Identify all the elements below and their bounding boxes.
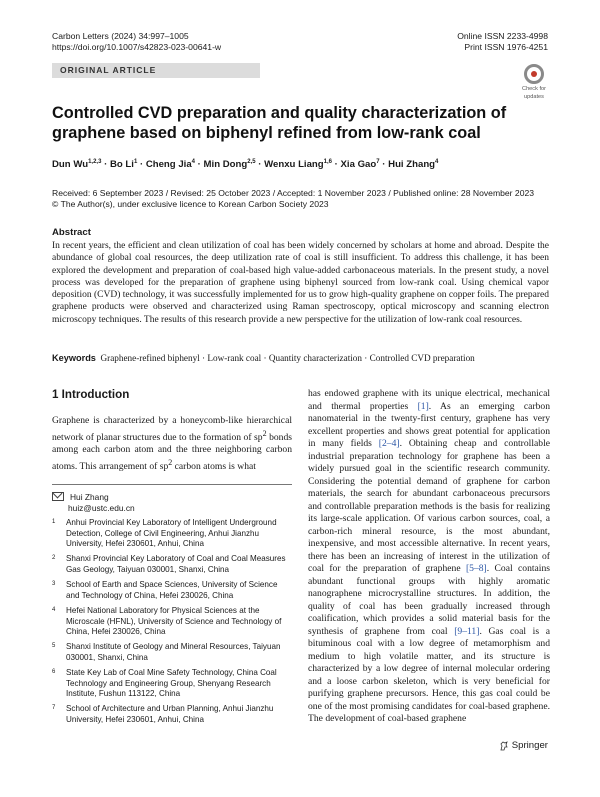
author[interactable]: Cheng Jia$^4$: [145, 159, 196, 171]
corresponding-author: [52, 491, 135, 514]
affiliation-number: 6: [52, 669, 56, 676]
affiliation-number: 1: [52, 519, 56, 525]
author[interactable]: Dun Wu$^{1,2,3}$: [52, 159, 102, 171]
crossmark-label-1: Check for: [522, 86, 546, 92]
citation-link[interactable]: [1]: [417, 400, 429, 412]
issn-block: [457, 31, 548, 53]
intro-text: has endowed graphene with its unique electrical, mechanical and thermal properties: [308, 388, 550, 412]
affiliation-number: 5: [52, 643, 56, 650]
author[interactable]: Bo Li$^1$: [109, 159, 138, 171]
springer-horse-icon: [499, 741, 509, 751]
crossmark-label-2: updates: [524, 94, 544, 100]
keywords-list: Graphene-refined biphenyl · Low-rank coal · Quantity characterization · Controlled CVD preparation: [100, 353, 475, 363]
affiliation-text: School of Earth and Space Sciences, University of Science and Technology of China, Hefei 230026, China: [66, 580, 278, 600]
author[interactable]: Hui Zhang$^4$: [388, 159, 439, 171]
paper-title: Controlled CVD preparation and quality characterization of graphene based on biphenyl refined from low-rank coal: [52, 104, 507, 142]
superscript: 2: [262, 428, 267, 438]
affiliation-list: [52, 518, 292, 730]
author[interactable]: Wenxu Liang$^{1,6}$: [264, 159, 332, 171]
affiliation-number: 4: [52, 606, 56, 613]
keywords: [52, 352, 549, 364]
affiliation: [52, 554, 292, 575]
affiliation-text: Shanxi Provincial Key Laboratory of Coal and Coal Measures Gas Geology, Taiyuan 030001, Shanxi, China: [66, 554, 286, 574]
intro-text: . Coal contains abundant functional groups with highly aromatic nanographene microcrystalline structures. In addition, the quality of coal has been gradually increased through coalification, which provides a solid material basis for the synthesis of graphene from coal: [308, 563, 550, 637]
affiliation-number: 3: [52, 581, 56, 588]
keywords-label: Keywords: [52, 353, 96, 363]
intro-text: Graphene is characterized by a honeycomb-like hierarchical network of planar structures due to the formation of sp: [52, 415, 292, 443]
affiliation: [52, 606, 292, 638]
corresponding-author-name: Hui Zhang: [70, 492, 109, 502]
intro-text: carbon atoms is what: [172, 460, 256, 472]
crossmark-badge[interactable]: [518, 64, 550, 100]
affiliation-text: School of Architecture and Urban Planning, Anhui Jianzhu University, Hefei 230601, Anhui, China: [66, 704, 274, 725]
crossmark-icon: [524, 64, 544, 84]
affiliation: [52, 642, 292, 663]
journal-volume: Carbon Letters (2024) 34:997–1005: [52, 31, 189, 41]
article-type-banner: ORIGINAL ARTICLE: [52, 63, 260, 78]
affiliation: [52, 704, 292, 725]
journal-citation: [52, 31, 221, 53]
copyright-line: © The Author(s), under exclusive licence to Korean Carbon Society 2023: [52, 199, 329, 209]
affiliation-number: 7: [52, 705, 56, 712]
publisher-logo: [499, 740, 548, 751]
affiliation-text: Shanxi Institute of Geology and Mineral Resources, Taiyuan 030001, Shanxi, China: [66, 642, 281, 662]
author-list: Dun Wu$^{1,2,3}$ · Bo $Li^1$ · Cheng Jia$^4$ · Min Dong$^{2,5}$ · Wenxu Liang$^{1,6}$ · Xia Gao$^7$ · Hui Zhang$^4$: [52, 159, 439, 171]
received-dates: Received: 6 September 2023 / Revised: 25 October 2023 / Accepted: 1 November 2023 / Published online: 28 November 2023: [52, 188, 535, 198]
citation-link[interactable]: [9–11]: [454, 625, 480, 637]
envelope-icon: [52, 492, 64, 501]
superscript: 2: [168, 457, 173, 467]
footnote-divider: [52, 484, 292, 485]
intro-text: . Gas coal is a bituminous coal with a low degree of metamorphism and medium to high volatile matter, and its structure is characterized by a low degree of internal molecular ordering and a loose carbon skeleton, which is very beneficial for purifying graphene precursors. Hence, this gas coal could be one of the most promising candidates for coal-based graphene. The development of coal-based graphene: [308, 625, 550, 724]
intro-text: . As an emerging carbon nanomaterial in the twenty-first century, graphene has very excellent properties and shows great potential for application in many fields: [308, 400, 550, 449]
intro-text: . Obtaining cheap and controllable industrial preparation technology for graphene has been a widely pursued goal in the scientific research community. Considering the potential demand of graphene for carbon materials, the search for abundant carbonaceous precursors and controllable preparation methods is the basis for realizing its large-scale application. Of various carbon sources, coal, a carbon-rich mineral resource, is the most abundant, inexpensive, and most accessible alternative. In recent years, there has been an increasing of interest in the utilization of coal for the preparation of graphene: [308, 438, 550, 574]
intro-left-column: [52, 415, 292, 473]
publication-history: [52, 188, 534, 210]
affiliation-text: State Key Lab of Coal Mine Safety Technology, China Coal Technology and Engineering Group, Shenyang Research Institute, Fushun 113122, China: [66, 668, 277, 699]
citation-link[interactable]: [5–8]: [465, 563, 487, 574]
affiliation: [52, 668, 292, 700]
online-issn: Online ISSN 2233-4998: [457, 31, 548, 41]
affiliation-text: Hefei National Laboratory for Physical Sciences at the Microscale (HFNL), University of Science and Technology of China, Hefei 230026, China: [66, 605, 282, 637]
abstract-heading: Abstract: [52, 227, 91, 238]
citation-link[interactable]: [2–4]: [378, 438, 400, 449]
corresponding-email[interactable]: huiz@ustc.edu.cn: [68, 503, 135, 513]
doi-link[interactable]: https://doi.org/10.1007/s42823-023-00641-w: [52, 42, 222, 52]
print-issn: Print ISSN 1976-4251: [464, 42, 548, 52]
author[interactable]: Min Dong$^{2,5}$: [203, 159, 256, 171]
publisher-name: Springer: [511, 740, 548, 751]
intro-right-column: [308, 388, 550, 726]
affiliation: [52, 580, 292, 601]
author[interactable]: Xia Gao$^7$: [340, 159, 380, 171]
affiliation-text: Anhui Provincial Key Laboratory of Intelligent Underground Detection, College of Civil Engineering, Anhui Jianzhu University, Hefei 230601, Anhui, China: [66, 518, 277, 549]
affiliation: [52, 518, 292, 550]
affiliation-number: 2: [52, 555, 56, 562]
section-heading-introduction: 1 Introduction: [52, 388, 130, 401]
intro-text: bonds among each carbon atom and the three neighboring carbon atoms. This arrangement of sp: [52, 431, 292, 472]
abstract-text: In recent years, the efficient and clean utilization of coal has been widely concerned by scholars at home and abroad. Despite the abundance of global coal resources, the deep utilization rate of coal is still insufficient. To address this challenge, it has been explored the development and preparation of coal-based high value-added carbonaceous materials. In the present study, a novel process was developed for the preparation of graphene using biphenyl sourced from low-rank coal. Using chemical vapor deposition (CVD) technology, it was successfully implemented for us to grow high-quality graphene on copper foils. The prepared graphene products were observed and characterized using Raman spectroscopy, optical microscopy and scanning electron microscopy techniques. The results of this research provide a new perspective for the utilization of low-rank coal resources.: [52, 241, 549, 325]
